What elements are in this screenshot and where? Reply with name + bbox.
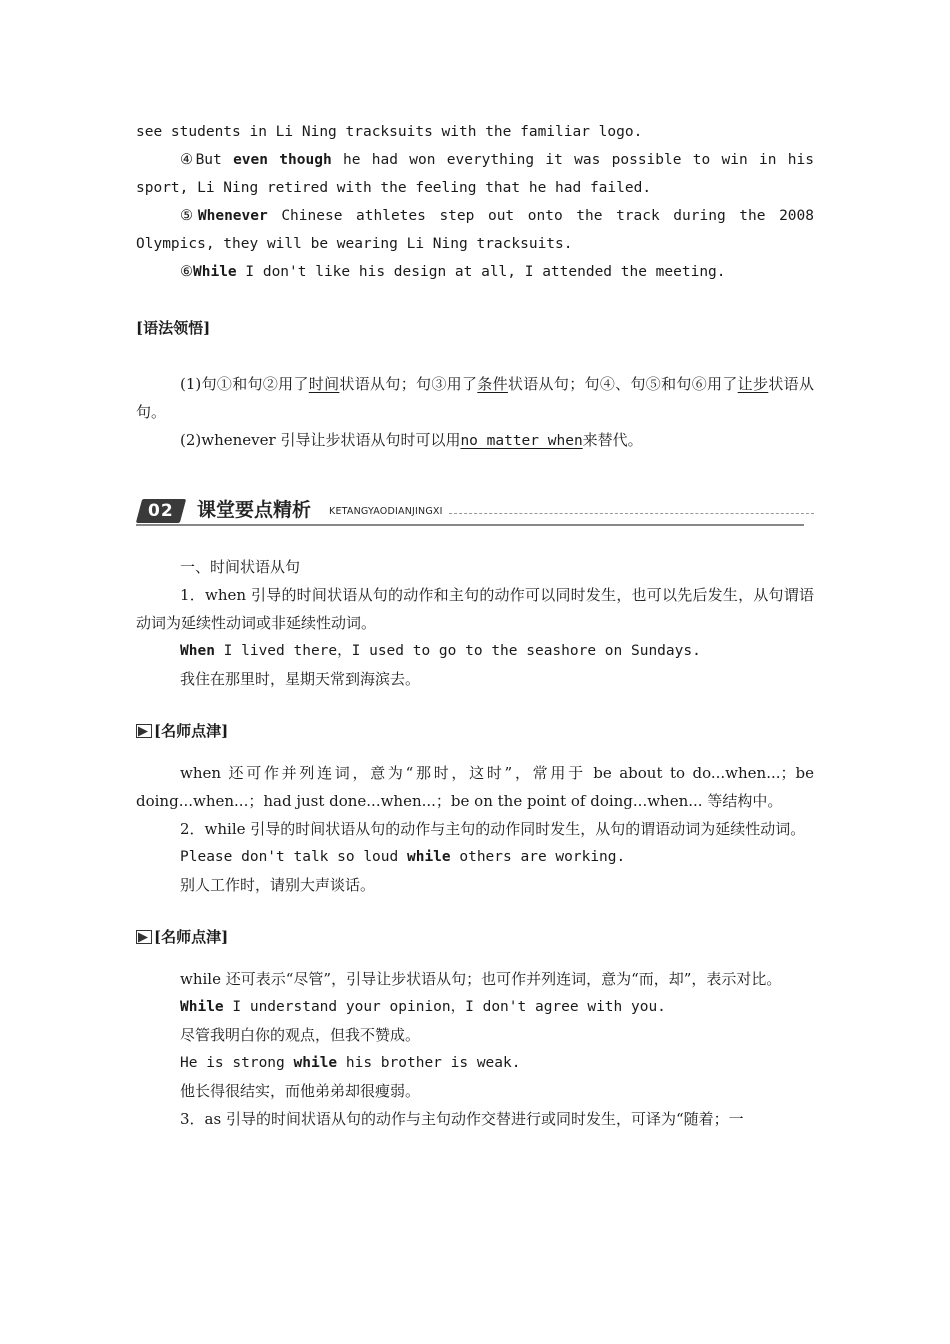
- text: 状语从句。: [136, 375, 814, 421]
- tip-heading-2: [136, 923, 814, 951]
- example-text: I understand your opinion，I don't agree with you.: [223, 999, 666, 1015]
- grammar-point-1: [136, 370, 814, 426]
- answer-blank: 时间: [308, 375, 340, 393]
- example-text: his brother is weak.: [337, 1055, 521, 1071]
- example-while-2-translation: 尽管我明白你的观点，但我不赞成。: [180, 1026, 421, 1044]
- section-title: 课堂要点精析: [197, 499, 312, 521]
- keyword: while: [293, 1055, 338, 1071]
- example-number: ⑤: [180, 208, 198, 224]
- keyword: While: [180, 999, 224, 1015]
- example-while-1-translation: 别人工作时，请别大声谈话。: [180, 876, 376, 894]
- example-6: [136, 258, 814, 286]
- example-number: ⑥: [180, 264, 193, 280]
- text: 状语从句；句④、句⑤和句⑥用了: [507, 375, 738, 393]
- section-pinyin: KETANGYAODIANJINGXI: [329, 506, 443, 517]
- topic-heading: 一、时间状语从句: [180, 558, 301, 576]
- example-text: see students in Li Ning tracksuits with the familiar logo.: [136, 124, 643, 140]
- section-banner: [136, 489, 814, 523]
- example-number: ④But: [180, 152, 234, 168]
- text: (2)whenever 引导让步状语从句时可以用: [180, 431, 461, 449]
- point-3: 3．as 引导的时间状语从句的动作与主句动作交替进行或同时发生，可译为“随着；一: [180, 1110, 744, 1128]
- grammar-heading: [语法领悟]: [136, 319, 211, 337]
- example-while-3: [136, 1049, 814, 1077]
- example-while-3-translation: 他长得很结实，而他弟弟却很瘦弱。: [180, 1082, 421, 1100]
- tip-heading-1: [136, 717, 814, 745]
- play-arrow-icon: [136, 724, 152, 738]
- keyword: While: [193, 264, 237, 280]
- banner-rule: [136, 524, 804, 526]
- point-1: 1．when 引导的时间状语从句的动作和主句的动作可以同时发生，也可以先后发生，从句谓语动词为延续性动词或非延续性动词。: [136, 586, 814, 632]
- grammar-point-2: [136, 426, 814, 455]
- example-when-translation: 我住在那里时，星期天常到海滨去。: [180, 670, 421, 688]
- keyword: When: [180, 643, 215, 659]
- tip-2-text: while 还可表示“尽管”，引导让步状语从句；也可作并列连词，意为“而，却”，表示对比。: [180, 970, 782, 988]
- section-number-badge: 02: [136, 499, 186, 523]
- answer-blank: 让步: [737, 375, 769, 393]
- example-text: others are working.: [450, 849, 626, 865]
- play-arrow-icon: [136, 930, 152, 944]
- banner-dashed-line: [449, 513, 814, 514]
- tip-label: [名师点津]: [154, 722, 229, 740]
- point-2: 2．while 引导的时间状语从句的动作与主句的动作同时发生，从句的谓语动词为延续性动词。: [180, 820, 806, 838]
- text: (1)句①和句②用了: [180, 375, 309, 393]
- text: 来替代。: [582, 431, 643, 449]
- keyword: even though: [233, 152, 332, 168]
- keyword: while: [406, 849, 451, 865]
- example-text: He is strong: [180, 1055, 294, 1071]
- example-while-2: [136, 993, 814, 1021]
- document-page: [136, 118, 814, 1133]
- tip-label: [名师点津]: [154, 928, 229, 946]
- example-text: he had won everything it was possible to win in his sport, Li Ning retired with the feeling that he had failed.: [136, 152, 814, 196]
- example-text: Chinese athletes step out onto the track during the 2008 Olympics, they will be wearing Li Ning tracksuits.: [136, 208, 814, 252]
- example-5: [136, 202, 814, 258]
- text: 状语从句；句③用了: [339, 375, 478, 393]
- example-line-3-end: [136, 118, 814, 146]
- example-text: I lived there，I used to go to the seashore on Sundays.: [214, 643, 701, 659]
- example-when: [136, 637, 814, 665]
- example-while-1: [136, 843, 814, 871]
- keyword: Whenever: [197, 208, 268, 224]
- example-text: Please don't talk so loud: [180, 849, 407, 865]
- example-text: I don't like his design at all, I attended the meeting.: [236, 264, 726, 280]
- answer-blank: no matter when: [460, 433, 583, 449]
- answer-blank: 条件: [477, 375, 508, 393]
- example-4: [136, 146, 814, 202]
- tip-1-text: when 还可作并列连词，意为“那时，这时”，常用于 be about to do...when...；be doing...when...；had just done...when...；be on the point of doing...when... 等结构中。: [136, 764, 814, 810]
